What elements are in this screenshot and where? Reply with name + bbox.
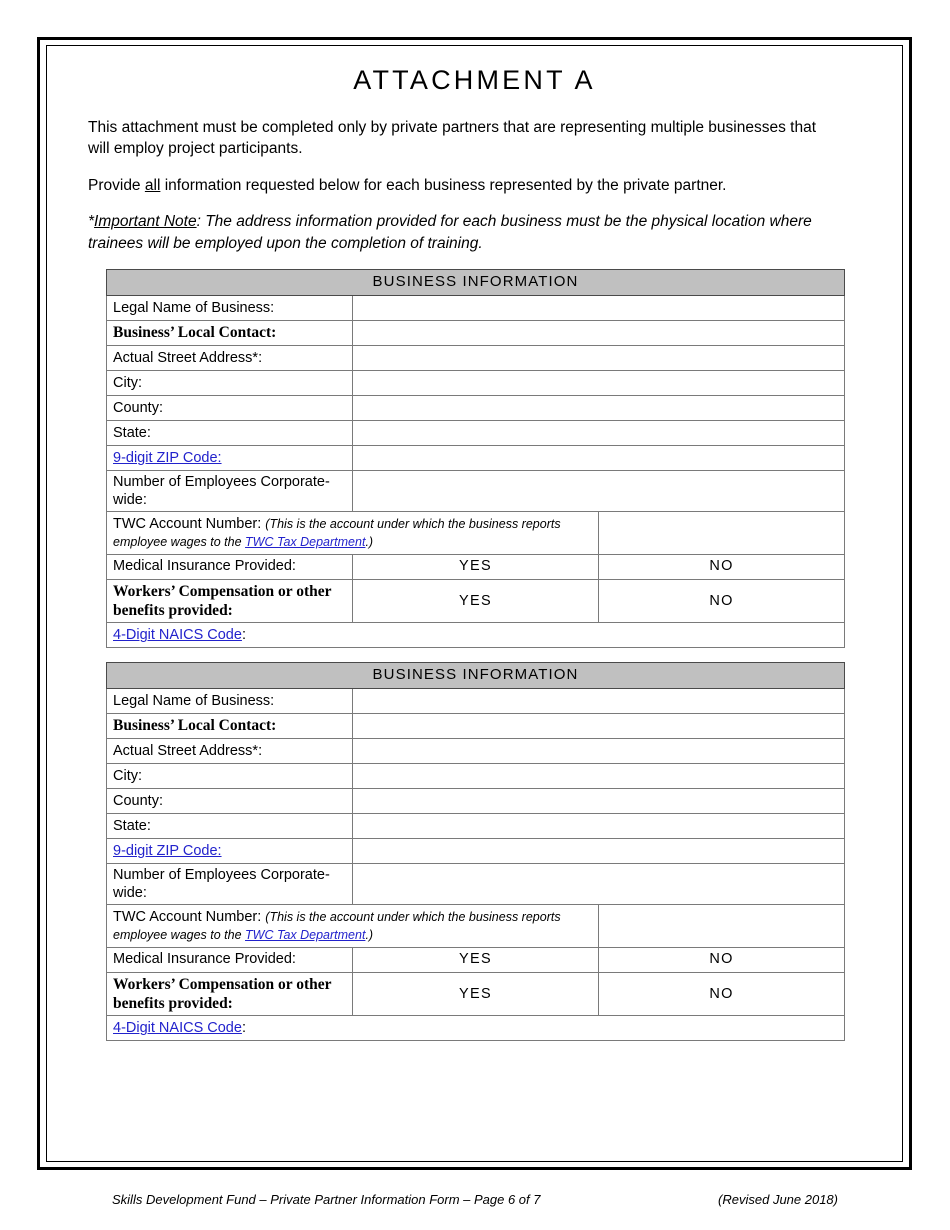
field-local-contact[interactable] xyxy=(353,321,845,346)
workers-comp-no-option[interactable]: NO xyxy=(599,579,845,623)
naics-code-link[interactable]: 4-Digit NAICS Code xyxy=(113,627,242,644)
table-header-cell: BUSINESS INFORMATION xyxy=(107,270,845,296)
medical-insurance-no-option[interactable]: NO xyxy=(599,554,845,579)
footer-revision: (Revised June 2018) xyxy=(718,1192,838,1207)
twc-account-label: TWC Account Number: xyxy=(113,516,262,533)
field-state[interactable] xyxy=(353,421,845,446)
twc-hint-post: .) xyxy=(365,535,374,550)
table-row-employees xyxy=(107,471,845,512)
field-legal-name[interactable] xyxy=(353,689,845,714)
table-row-legal-name xyxy=(107,689,845,714)
label-local-contact: Business’ Local Contact: xyxy=(107,321,353,346)
zip-code-link[interactable]: 9-digit ZIP Code: xyxy=(113,842,222,859)
field-zip-code[interactable] xyxy=(353,839,845,864)
label-naics-code xyxy=(107,623,845,648)
label-naics-code xyxy=(107,1016,845,1041)
table-row-twc-account xyxy=(107,905,845,947)
field-employees[interactable] xyxy=(353,471,845,512)
workers-comp-no-option[interactable]: NO xyxy=(599,972,845,1016)
twc-account-label: TWC Account Number: xyxy=(113,909,262,926)
table-header-row xyxy=(107,663,845,689)
table-row-county xyxy=(107,396,845,421)
important-note-asterisk: * xyxy=(88,213,95,231)
table-row-local-contact xyxy=(107,714,845,739)
workers-comp-yes-option[interactable]: YES xyxy=(353,579,599,623)
intro-paragraph-2-emphasis: all xyxy=(144,176,161,194)
business-information-table-2 xyxy=(106,662,845,1041)
twc-hint-pre: (This is the account under which the business reports employee wages to the xyxy=(113,517,561,550)
table-row-state xyxy=(107,421,845,446)
label-employees: Number of Employees Corporate-wide: xyxy=(107,864,353,905)
label-street-address: Actual Street Address*: xyxy=(107,739,353,764)
table-row-county xyxy=(107,789,845,814)
naics-code-colon: : xyxy=(241,627,246,644)
field-street-address[interactable] xyxy=(353,739,845,764)
label-employees: Number of Employees Corporate-wide: xyxy=(107,471,353,512)
table-row-naics-code xyxy=(107,1016,845,1041)
table-row-local-contact xyxy=(107,321,845,346)
twc-tax-department-link[interactable]: TWC Tax Department xyxy=(245,928,366,943)
label-workers-comp: Workers’ Compensation or other benefits provided: xyxy=(107,579,353,623)
table-row-employees xyxy=(107,864,845,905)
table-header-cell: BUSINESS INFORMATION xyxy=(107,663,845,689)
medical-insurance-yes-option[interactable]: YES xyxy=(353,554,599,579)
label-zip-code xyxy=(107,446,353,471)
label-city: City: xyxy=(107,371,353,396)
table-row-street-address xyxy=(107,346,845,371)
label-state: State: xyxy=(107,421,353,446)
label-city: City: xyxy=(107,764,353,789)
field-local-contact[interactable] xyxy=(353,714,845,739)
footer-form-title: Skills Development Fund – Private Partner Information Form – Page 6 of 7 xyxy=(112,1192,541,1207)
table-row-street-address xyxy=(107,739,845,764)
important-note-lead: Important Note xyxy=(94,213,197,231)
label-county: County: xyxy=(107,396,353,421)
table-row-zip-code xyxy=(107,446,845,471)
business-information-table-1 xyxy=(106,269,845,648)
medical-insurance-no-option[interactable]: NO xyxy=(599,947,845,972)
table-row-state xyxy=(107,814,845,839)
workers-comp-yes-option[interactable]: YES xyxy=(353,972,599,1016)
table-row-workers-comp xyxy=(107,579,845,623)
zip-code-link[interactable]: 9-digit ZIP Code: xyxy=(113,449,222,466)
page-title: ATTACHMENT A xyxy=(353,65,596,95)
intro-block xyxy=(88,117,840,254)
twc-hint-pre: (This is the account under which the business reports employee wages to the xyxy=(113,910,561,943)
field-zip-code[interactable] xyxy=(353,446,845,471)
label-workers-comp: Workers’ Compensation or other benefits provided: xyxy=(107,972,353,1016)
important-note xyxy=(88,211,840,254)
field-city[interactable] xyxy=(353,371,845,396)
field-state[interactable] xyxy=(353,814,845,839)
table-row-workers-comp xyxy=(107,972,845,1016)
intro-paragraph-1: This attachment must be completed only by private partners that are representing multiple businesses that will employ project participants. xyxy=(88,119,817,158)
field-twc-account[interactable] xyxy=(599,905,845,947)
table-row-city xyxy=(107,764,845,789)
table-row-legal-name xyxy=(107,296,845,321)
field-city[interactable] xyxy=(353,764,845,789)
label-local-contact: Business’ Local Contact: xyxy=(107,714,353,739)
intro-paragraph-2-post: information requested below for each business represented by the private partner. xyxy=(160,176,727,194)
label-medical-insurance: Medical Insurance Provided: xyxy=(107,947,353,972)
twc-hint-post: .) xyxy=(365,928,374,943)
table-row-medical-insurance xyxy=(107,554,845,579)
intro-paragraph-2-pre: Provide xyxy=(88,176,145,194)
field-street-address[interactable] xyxy=(353,346,845,371)
table-row-medical-insurance xyxy=(107,947,845,972)
field-twc-account[interactable] xyxy=(599,512,845,554)
label-legal-name: Legal Name of Business: xyxy=(107,296,353,321)
table-row-city xyxy=(107,371,845,396)
table-header-row xyxy=(107,270,845,296)
twc-tax-department-link[interactable]: TWC Tax Department xyxy=(245,535,366,550)
label-state: State: xyxy=(107,814,353,839)
label-street-address: Actual Street Address*: xyxy=(107,346,353,371)
label-county: County: xyxy=(107,789,353,814)
field-county[interactable] xyxy=(353,789,845,814)
label-legal-name: Legal Name of Business: xyxy=(107,689,353,714)
medical-insurance-yes-option[interactable]: YES xyxy=(353,947,599,972)
field-employees[interactable] xyxy=(353,864,845,905)
table-row-naics-code xyxy=(107,623,845,648)
table-row-zip-code xyxy=(107,839,845,864)
important-note-body: : The address information provided for each business must be the physical location where trainees will be employed upon the completion of training. xyxy=(88,213,812,252)
label-zip-code xyxy=(107,839,353,864)
field-county[interactable] xyxy=(353,396,845,421)
label-twc-account xyxy=(107,905,599,947)
intro-paragraph-2 xyxy=(88,175,840,196)
field-legal-name[interactable] xyxy=(353,296,845,321)
label-medical-insurance: Medical Insurance Provided: xyxy=(107,554,353,579)
naics-code-link[interactable]: 4-Digit NAICS Code xyxy=(113,1020,242,1037)
table-row-twc-account xyxy=(107,512,845,554)
label-twc-account xyxy=(107,512,599,554)
naics-code-colon: : xyxy=(241,1020,246,1037)
